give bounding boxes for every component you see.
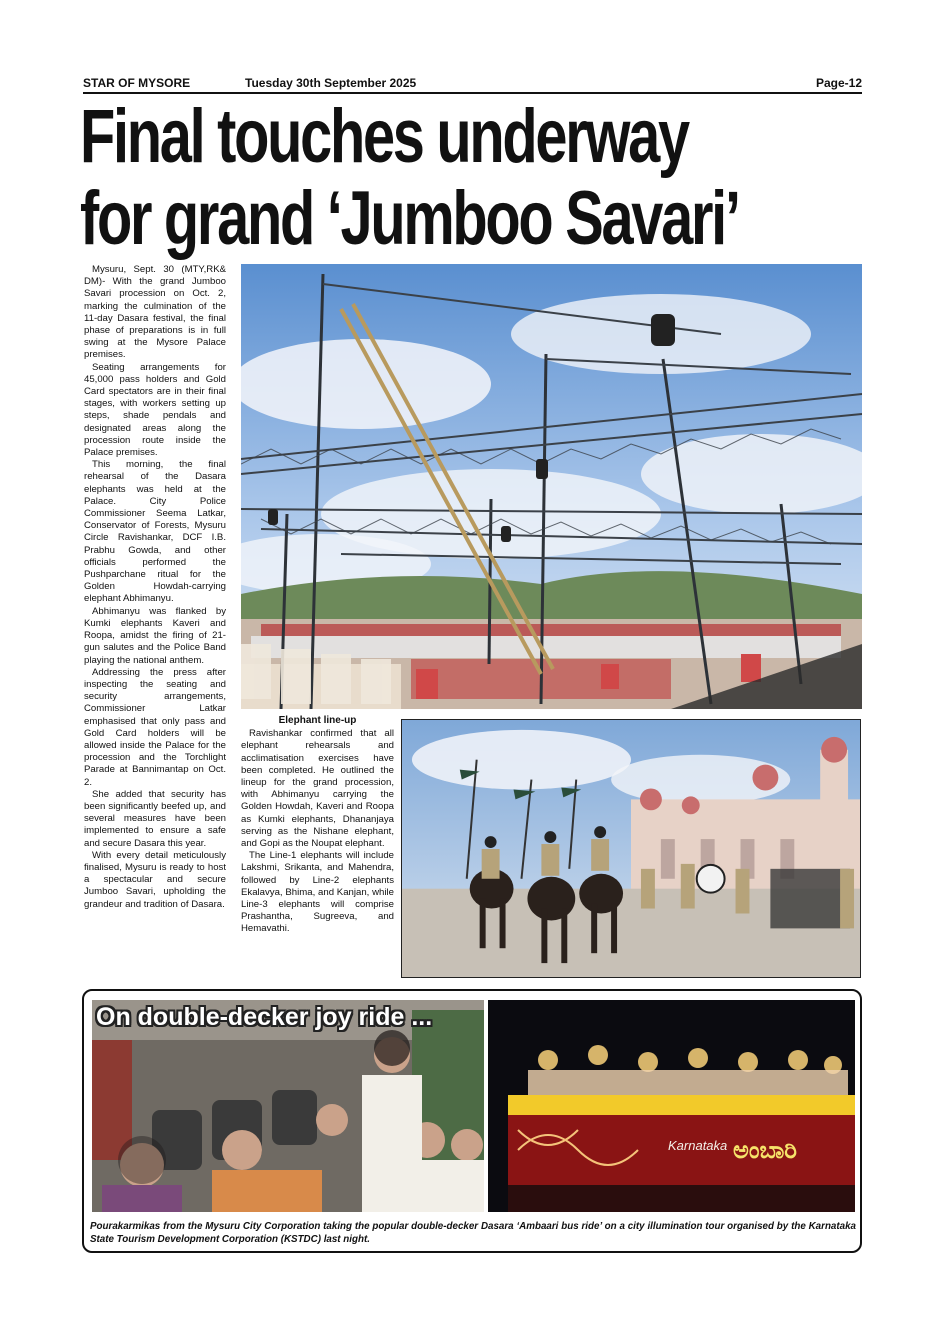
article-paragraph: The Line-1 elephants will include Lakshmi, Srikanta, and Mahendra, followed by Line-2 elephants Ekalavya, Bhima, and Kanjan, while Line-3 elephants will comprise Prashantha, Sugreeva, and Hemavathi. bbox=[241, 850, 394, 935]
article-paragraph: Abhimanyu was flanked by Kumki elephants Kaveri and Roopa, amidst the firing of 21-gun salutes and the Police Band playing the national anthem. bbox=[84, 605, 226, 666]
bus-banner-text: ಅಂಬಾರಿ bbox=[733, 1136, 797, 1164]
article-paragraph: Mysuru, Sept. 30 (MTY,RK& DM)- With the grand Jumboo Savari procession on Oct. 2, marking the culmination of the 11-day Dasara festival, the final phase of preparations is in full swing at the Mysore Palace premises. bbox=[84, 264, 226, 361]
article-paragraph: Ravishankar confirmed that all elephant rehearsals and acclimatisation exercises have been completed. He outlined the lineup for the grand procession, with Abhimanyu carrying the Golden Howdah, Kaveri and Roopa as Kumki elephants, Dhananjaya serving as the Nishane elephant, and Gopi as the Noupat elephant. bbox=[241, 728, 394, 850]
article-paragraph: With every detail meticulously finalised, Mysuru is ready to host a spectacular and secure Jumboo Savari, upholding the grandeur and tradition of Dasara. bbox=[84, 849, 226, 910]
headline bbox=[80, 94, 739, 261]
page-number: Page-12 bbox=[815, 76, 862, 90]
issue-date: Tuesday 30th September 2025 bbox=[245, 76, 417, 90]
procession-photo bbox=[401, 719, 861, 978]
article-paragraph: Addressing the press after inspecting the seating and security arrangements, Commissioner Latkar emphasised that only pass and Gold Card holders will be allowed inside the Palace for the procession and the Torchlight Parade at Bannimantap on Oct. 2. bbox=[84, 666, 226, 788]
section-subhead: Elephant line-up bbox=[278, 715, 357, 726]
bus-night-photo bbox=[488, 1000, 855, 1212]
headline-line-2: for grand ‘Jumboo Savari’ bbox=[80, 176, 739, 261]
masthead bbox=[83, 74, 862, 94]
headline-line-1: Final touches underway bbox=[80, 94, 688, 179]
article-column-middle bbox=[241, 715, 394, 936]
article-paragraph: This morning, the final rehearsal of the Dasara elephants was held at the Palace. City Police Commissioner Seema Latkar, Conservator of Forests, Mysuru Circle Ravishankar, DCF I.B. Prabhu Gowda, and other officials performed the Pushparchane ritual for the Golden Howdah-carrying elephant Abhimanyu. bbox=[84, 459, 226, 605]
article-column-left bbox=[84, 264, 226, 911]
article-paragraph: Seating arrangements for 45,000 pass holders and Gold Card spectators are in their final stages, with workers setting up steps, shade pendals and designated areas along the procession route inside the Palace premises. bbox=[84, 361, 226, 459]
scaffolding-photo bbox=[241, 264, 862, 709]
paper-name: STAR OF MYSORE bbox=[83, 76, 191, 90]
bus-brand-text: Karnataka bbox=[668, 1138, 728, 1153]
feature-box-title: On double-decker joy ride ... bbox=[96, 1003, 433, 1031]
article-paragraph: She added that security has been significantly beefed up, and several measures have been implemented to ensure a safe and secure Dasara this year. bbox=[84, 788, 226, 849]
feature-caption: Pourakarmikas from the Mysuru City Corporation taking the popular double-decker Dasara ‘Ambaari bus ride’ on a city illumination tour organised by the Karnataka State Tourism Development Corporation (KSTDC) last night. bbox=[90, 1221, 856, 1245]
